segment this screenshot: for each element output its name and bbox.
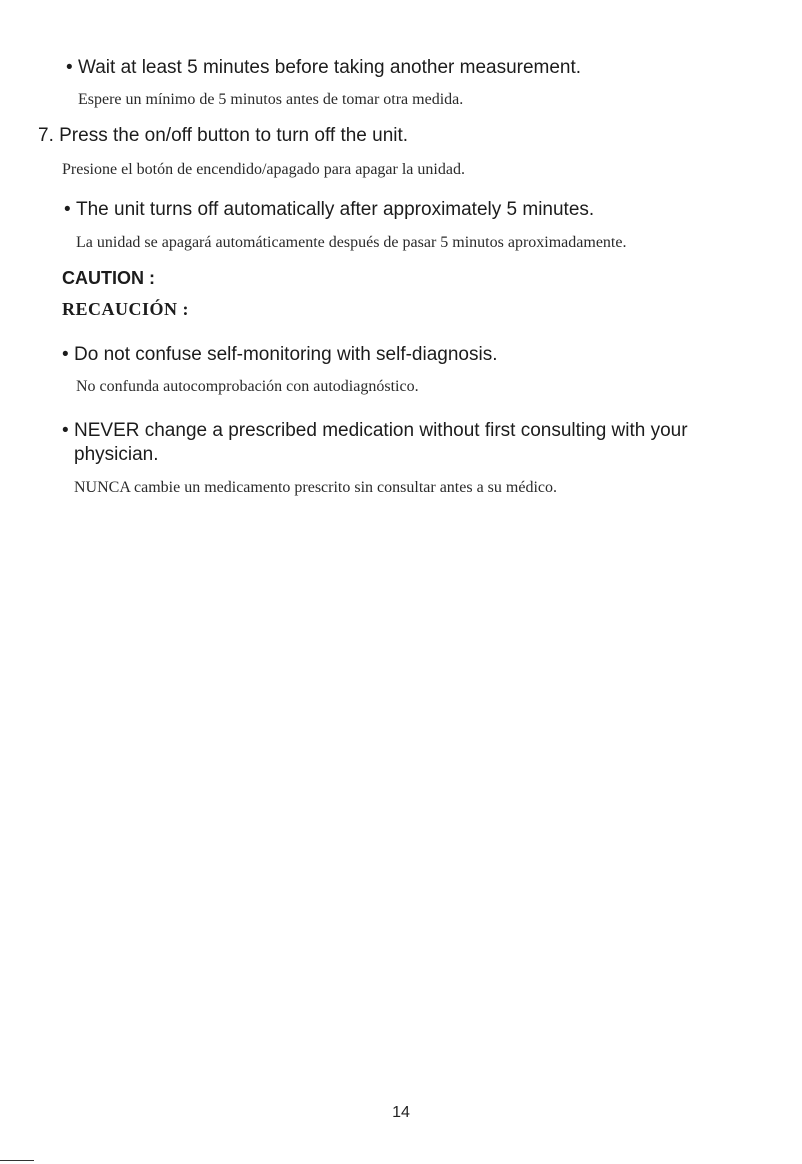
auto-off-note-es: La unidad se apagará automáticamente después de pasar 5 minutos aproximadamente. — [76, 234, 627, 251]
bullet-icon: • — [62, 420, 69, 441]
corner-crop-mark — [0, 1160, 34, 1161]
bullet-icon: • — [66, 57, 73, 78]
bullet-icon: • — [62, 344, 69, 365]
caution-heading-es: RECAUCIÓN : — [62, 299, 189, 319]
step-7-en: 7. Press the on/off button to turn off the unit. — [38, 125, 409, 146]
caution-heading-en: CAUTION : — [62, 268, 155, 288]
confuse-warning-es: No confunda autocomprobación con autodiagnóstico. — [76, 378, 419, 395]
step-7-es: Presione el botón de encendido/apagado para apagar la unidad. — [62, 161, 465, 178]
never-warning-en-line2: physician. — [74, 444, 159, 465]
bullet-icon: • — [64, 199, 71, 220]
never-warning-en-line1: • NEVER change a prescribed medication without first consulting with your — [62, 420, 688, 441]
page-number: 14 — [392, 1104, 410, 1121]
never-warning-es: NUNCA cambie un medicamento prescrito sin consultar antes a su médico. — [74, 479, 557, 496]
wait-instruction-es: Espere un mínimo de 5 minutos antes de tomar otra medida. — [78, 91, 464, 108]
auto-off-note-en: • The unit turns off automatically after approximately 5 minutes. — [64, 199, 595, 220]
wait-instruction-en: • Wait at least 5 minutes before taking another measurement. — [66, 57, 582, 78]
confuse-warning-en: • Do not confuse self-monitoring with self-diagnosis. — [62, 344, 498, 365]
